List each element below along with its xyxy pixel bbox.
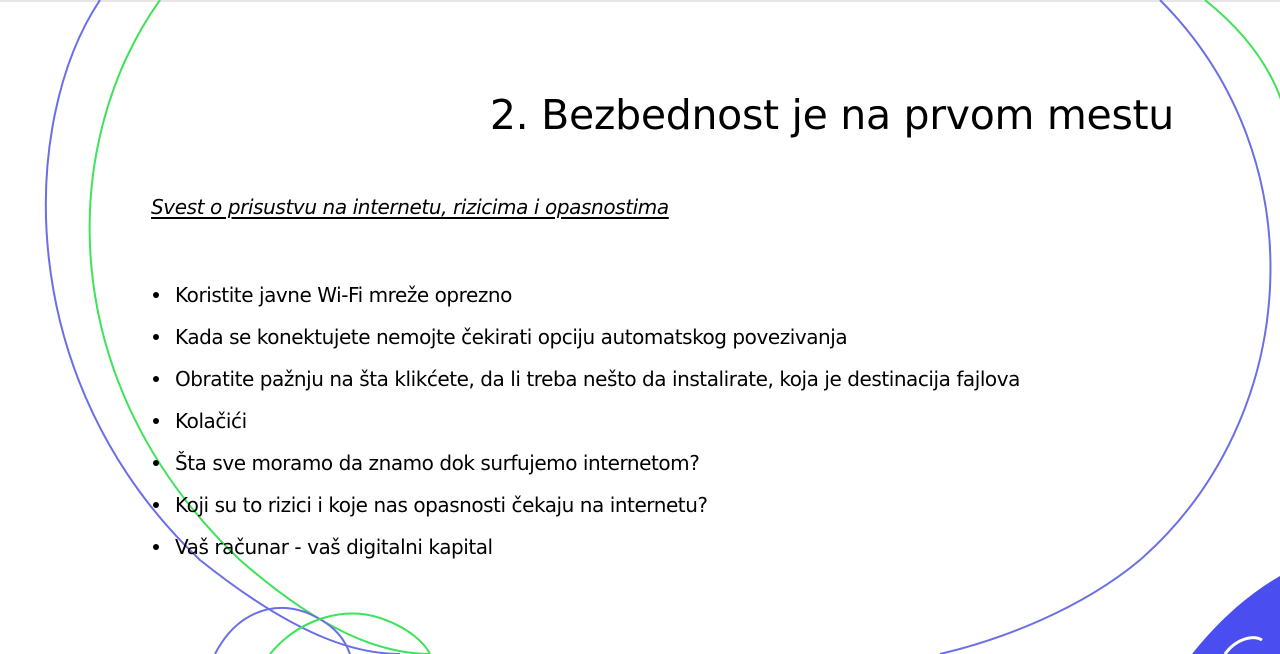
- bullet-dot-icon: [153, 460, 159, 466]
- bullet-text: Kada se konektujete nemojte čekirati opciju automatskog povezivanja: [175, 325, 848, 349]
- curve-green-right: [1205, 0, 1280, 150]
- bullet-dot-icon: [153, 544, 159, 550]
- bullet-dot-icon: [153, 292, 159, 298]
- bullet-dot-icon: [153, 502, 159, 508]
- list-item: [150, 526, 1020, 568]
- bullet-text: Koji su to rizici i koje nas opasnosti čekaju na internetu?: [175, 493, 708, 517]
- bullet-dot-icon: [153, 418, 159, 424]
- list-item: [150, 400, 1020, 442]
- bullet-text: Vaš računar - vaš digitalni kapital: [175, 535, 493, 559]
- bullet-text: Obratite pažnju na šta klikćete, da li treba nešto da instalirate, koja je destinacija fajlova: [175, 367, 1020, 391]
- slide-title: 2. Bezbednost je na prvom mestu: [489, 91, 1174, 139]
- bullet-text: Šta sve moramo da znamo dok surfujemo internetom?: [175, 451, 700, 475]
- list-item: [150, 274, 1020, 316]
- curve-blue-bottom: [215, 608, 350, 654]
- list-item: [150, 442, 1020, 484]
- list-item: [150, 358, 1020, 400]
- list-item: [150, 316, 1020, 358]
- bullet-list: [150, 274, 1020, 568]
- list-item: [150, 484, 1020, 526]
- slide-subtitle: Svest o prisustvu na internetu, rizicima i opasnostima: [151, 195, 669, 219]
- bullet-dot-icon: [153, 334, 159, 340]
- bullet-text: Koristite javne Wi-Fi mreže oprezno: [175, 283, 512, 307]
- bullet-text: Kolačići: [175, 409, 247, 433]
- curve-green-bottom: [270, 614, 430, 654]
- bullet-dot-icon: [153, 376, 159, 382]
